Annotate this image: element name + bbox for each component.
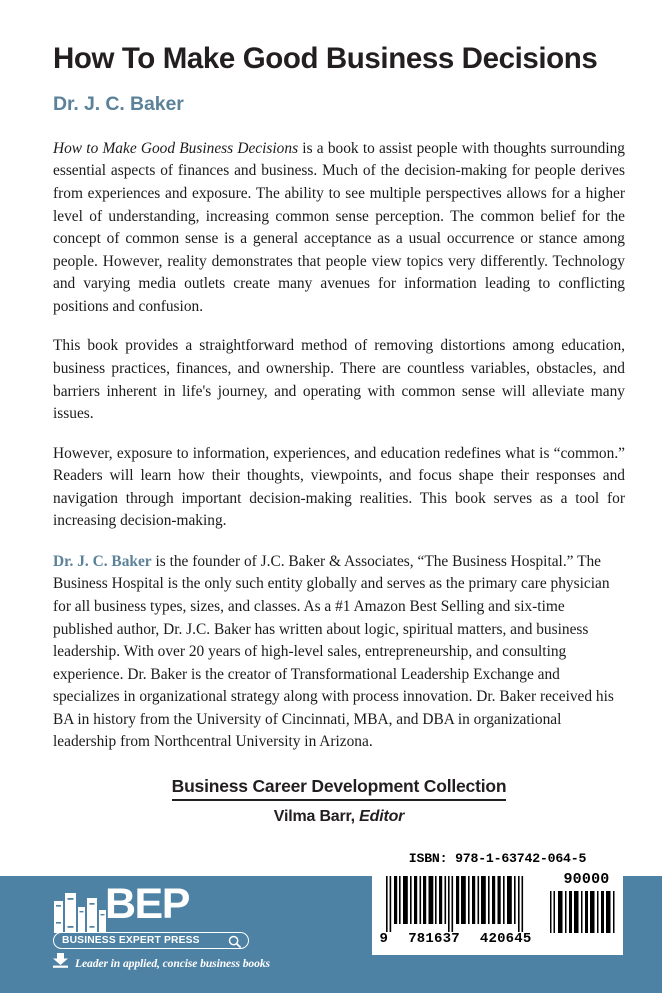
barcode-box: [372, 845, 623, 955]
publisher-logo-top: [53, 880, 268, 935]
cover-content: [53, 0, 625, 826]
author-bio-name: Dr. J. C. Baker: [53, 552, 152, 570]
barcode-row: [380, 867, 616, 949]
publisher-tagline: Leader in applied, concise business books: [75, 956, 270, 970]
barcode-addon-value: 90000: [563, 871, 610, 888]
author-bio-text: is the founder of J.C. Baker & Associates, “The Business Hospital.” The Business Hospital is the only such entity globally and serves as the primary care physician for all business types, sizes, and classes. As a #1 Amazon Best Selling and six-time published author, Dr. J.C. Baker has written about logic, spiritual matters, and business leadership. With over 20 years of high-level sales, entrepreneurship, and consulting experience. Dr. Baker is the creator of Transformational Leadership Exchange and specializes in organizational strategy along with process innovation. Dr. Baker received his BA in history from the University of Cincinnati, MBA, and DBA in organizational leadership from Northcentral University in Arizona.: [53, 552, 614, 751]
ean13-digits: [380, 931, 532, 947]
download-arrow-icon: [53, 953, 70, 973]
series-editor-name: Vilma Barr,: [273, 807, 360, 825]
ean-first-digit: 9: [379, 931, 389, 947]
blurb-paragraph-1-rest: is a book to assist people with thoughts surrounding essential aspects of finances and business. Much of the decision-making for people derives from experiences and exposure. The ability to see multiple perspectives allows for a higher level of understanding, increasing common sense perception. The common belief for the concept of common sense is a general acceptance as a usual occurrence or stance among people. However, reality demonstrates that people view topics very differently. Technology and varying media outlets create many avenues for information leading to conflicting positions and confusion.: [53, 139, 625, 315]
publisher-name-pill: [53, 932, 249, 949]
blurb-book-title-italic: How to Make Good Business Decisions: [53, 139, 299, 157]
blurb-paragraph-3: However, exposure to information, experiences, and education redefines what is “common.” Readers will learn how their thoughts, viewpoints, and focus shape their responses and navigation through important decision-making realities. This book serves as a tool for increasing decision-making.: [53, 444, 625, 530]
ean-right-group: 420645: [479, 931, 532, 947]
ean-left-group: 781637: [408, 931, 460, 947]
series-block: [53, 776, 625, 826]
magnifier-icon: [228, 935, 241, 953]
ean13-barcode-icon: [380, 876, 528, 932]
page-title: How To Make Good Business Decisions: [53, 42, 598, 75]
author-name: Dr. J. C. Baker: [53, 92, 184, 115]
series-collection-title: Business Career Development Collection: [172, 776, 507, 801]
series-editor-role: Editor: [359, 807, 405, 825]
barcode-addon-icon: [548, 891, 616, 933]
publisher-wordmark: BEP: [105, 880, 189, 928]
books-stack-icon: [53, 889, 109, 933]
blurb-paragraph-2: This book provides a straightforward method of removing distortions among education, business practices, finances, and ownership. There are countless variables, obstacles, and barriers inherent in life's journey, and operating with common sense will alleviate many issues.: [53, 337, 625, 423]
isbn-label: ISBN: 978-1-63742-064-5: [408, 851, 587, 866]
blurb-paragraph-1: [53, 138, 625, 319]
author-bio: [53, 551, 625, 754]
publisher-full-name: BUSINESS EXPERT PRESS: [62, 935, 200, 946]
publisher-logo: [53, 880, 270, 970]
series-editor: [53, 808, 625, 826]
publisher-tagline-row: [53, 953, 270, 973]
